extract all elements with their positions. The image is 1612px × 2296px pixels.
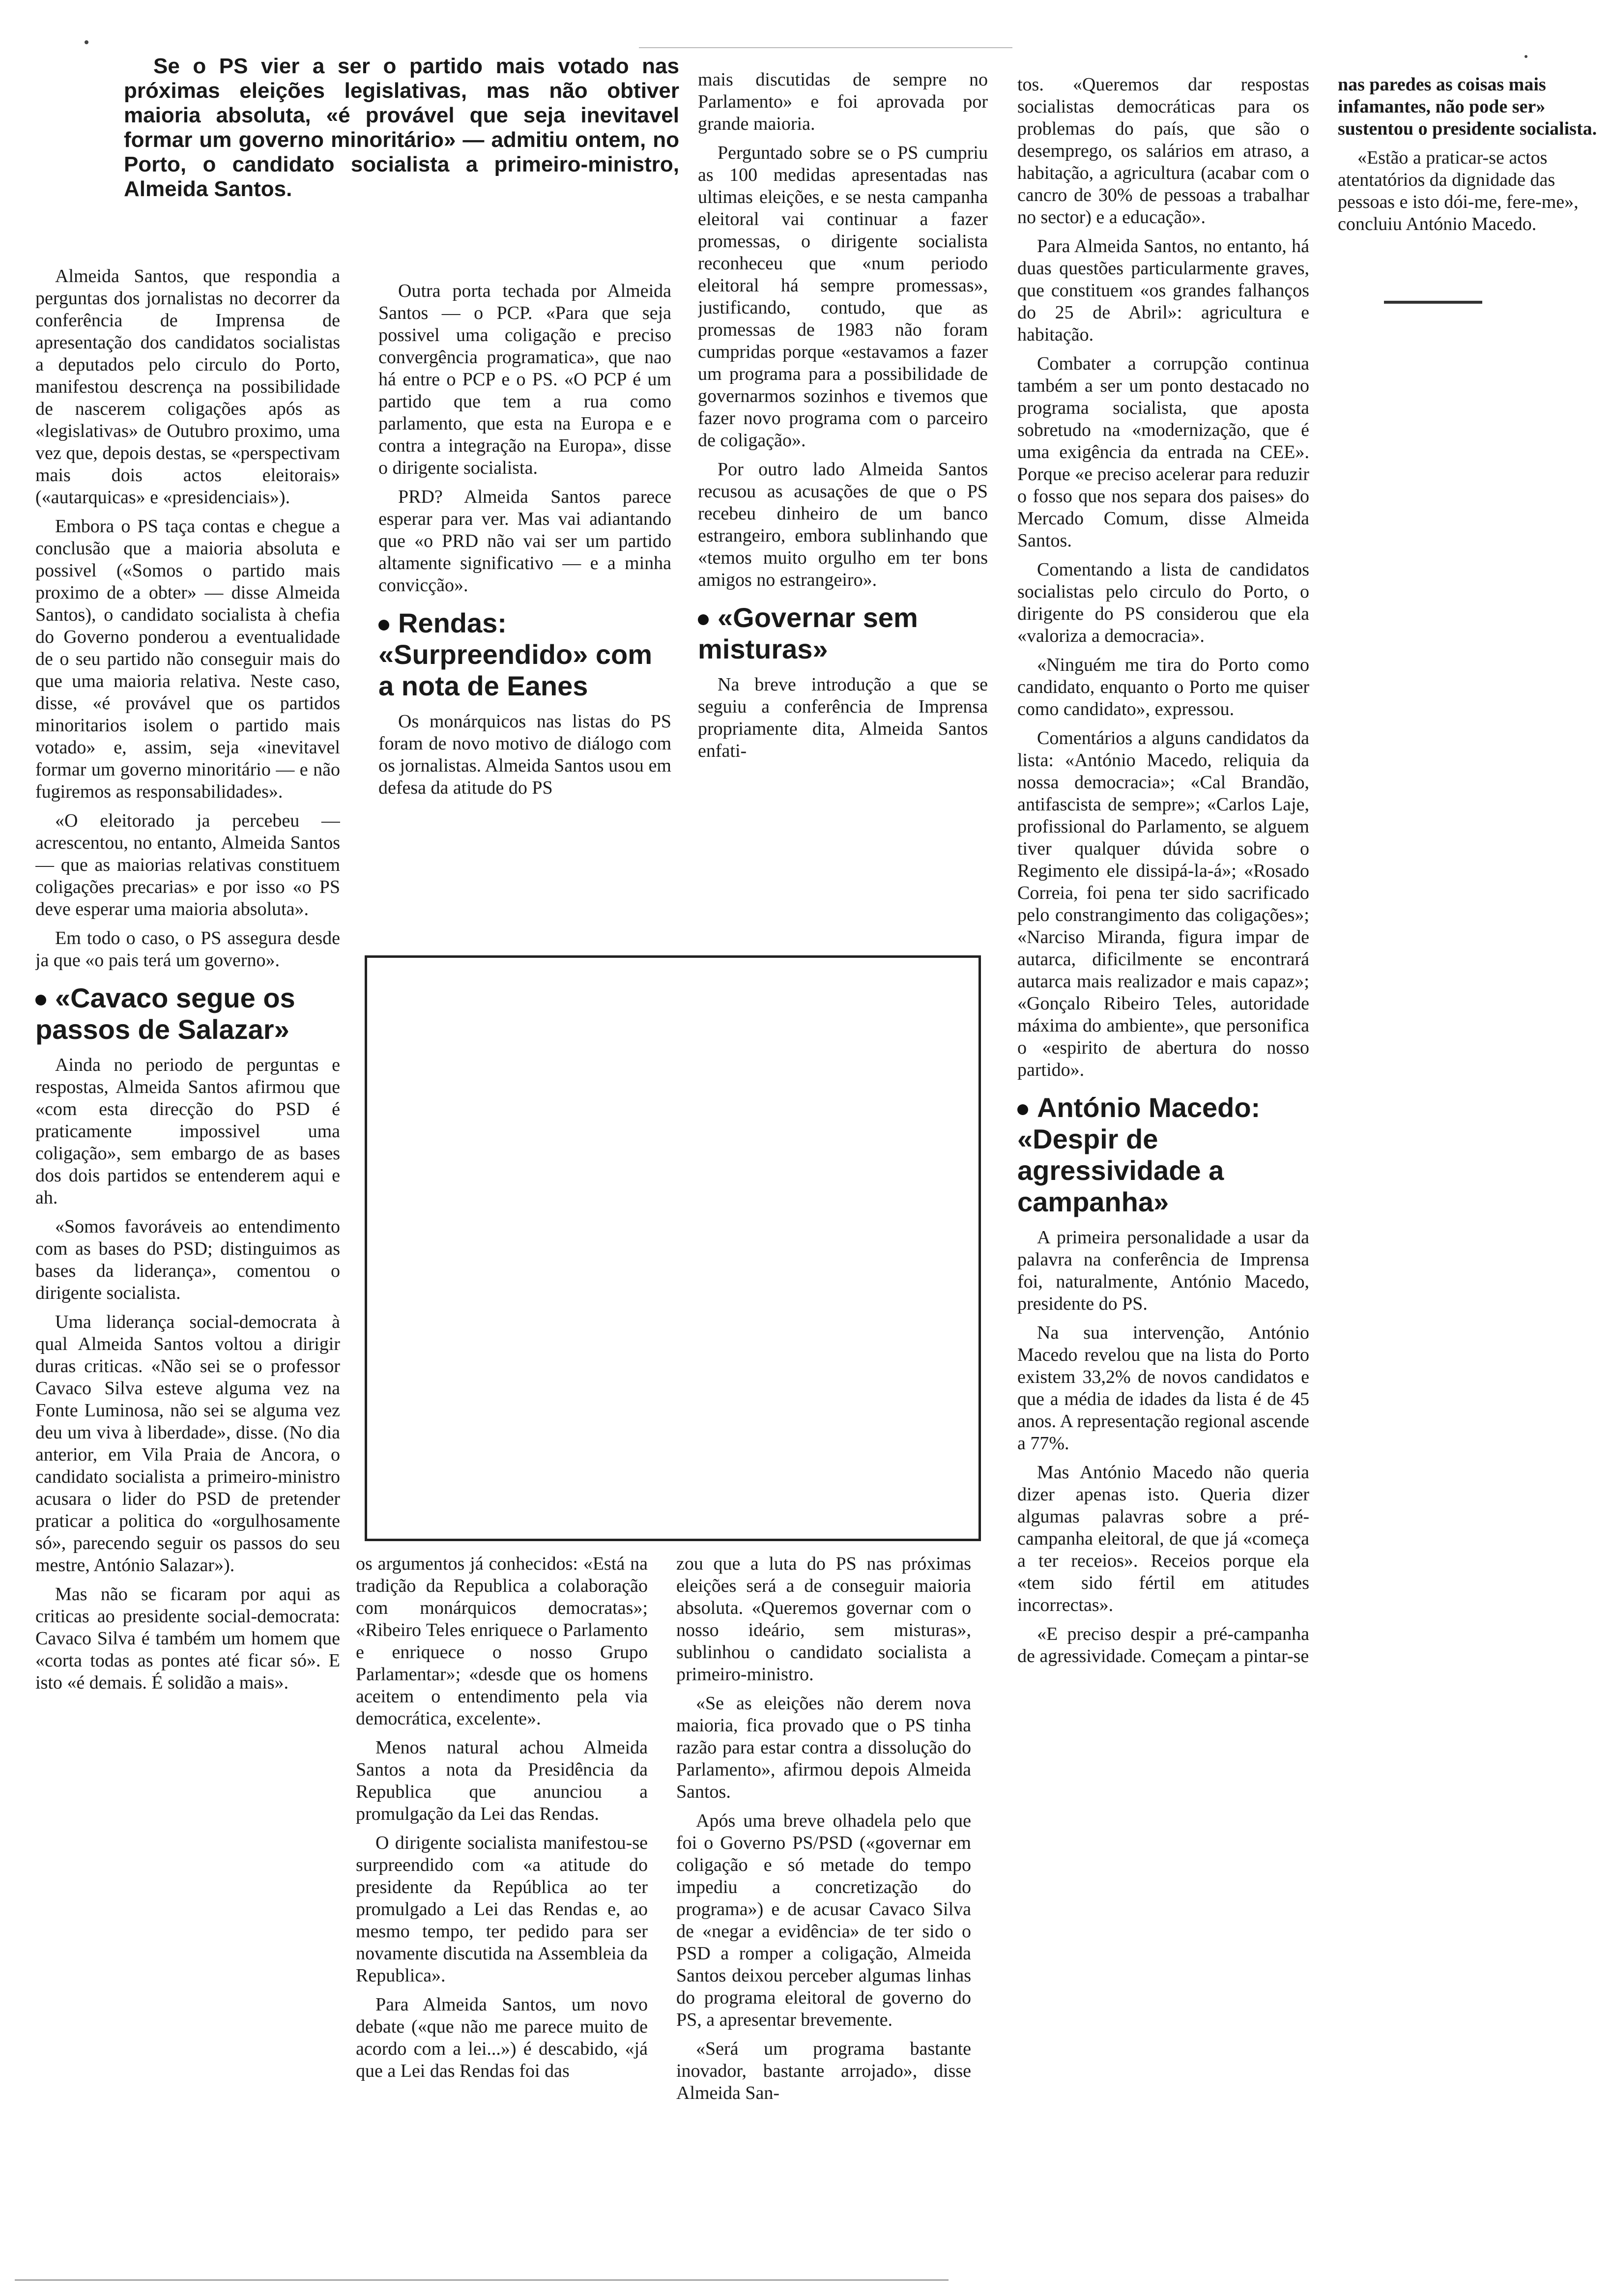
paragraph: Outra porta techada por Almeida Santos — o PCP. «Para que seja possivel uma coligação e preciso convergência programatica», que nao há entre o PCP e o PS. «O PCP é um partido que tem a rua como parlamento, que esta na Europa e e contra a integração na Europa», disse o dirigente socialista. <box>378 281 671 478</box>
column-2-top <box>378 280 671 958</box>
paragraph: A primeira personalidade a usar da palavra na conferência de Imprensa foi, naturalmente, António Macedo, presidente do PS. <box>1017 1227 1309 1314</box>
paragraph: Os monárquicos nas listas do PS foram de novo motivo de diálogo com os jornalistas. Almeida Santos usou em defesa da atitude do PS <box>378 711 671 798</box>
article-lead <box>124 54 679 201</box>
paragraph: «Somos favoráveis ao entendimento com as bases do PSD; distinguimos as bases da liderança», comentou o dirigente socialista. <box>35 1216 340 1303</box>
bullet-icon <box>35 995 46 1005</box>
paragraph: Uma liderança social-democrata à qual Almeida Santos voltou a dirigir duras criticas. «Não sei se o professor Cavaco Silva esteve alguma vez na Fonte Luminosa, não sei se alguma vez deu um viva à liberdade», disse. (No dia anterior, em Vila Praia de Ancora, o candidato socialista a primeiro-ministro acusara o lider do PSD de pretender praticar a politica do «orgulhosamente só», parecendo seguir os passos do seu mestre, António Salazar»). <box>35 1312 340 1576</box>
paragraph: Para Almeida Santos, no entanto, há duas questões particularmente graves, que constituem «os grandes falhanços do 25 de Abril»: agricultura e habitação. <box>1017 236 1309 345</box>
bullet-icon <box>1017 1104 1028 1115</box>
paragraph: Combater a corrupção continua também a ser um ponto destacado no programa socialista, que aposta sobretudo na «modernização, que é uma exigência da entrada na CEE». Porque «e preciso acelerar para reduzir o fosso que nos separa dos paises» do Mercado Comum, disse Almeida Santos. <box>1017 353 1309 551</box>
paragraph: O dirigente socialista manifestou-se surpreendido com «a atitude do presidente da República ao ter promulgado a Lei das Rendas e, ao mesmo tempo, ter pedido para ser novamente discutida na Assembleia da Republica». <box>356 1833 648 1986</box>
paragraph: nas paredes as coisas mais infamantes, não pode ser» sustentou o presidente socialista. <box>1338 74 1597 139</box>
paragraph: Na sua intervenção, António Macedo revelou que na lista do Porto existem 33,2% de novos candidatos e que a média de idades da lista é de 45 anos. A representação regional ascende a 77%. <box>1017 1322 1309 1454</box>
paragraph: «O eleitorado ja percebeu — acrescentou, no entanto, Almeida Santos — que as maiorias relativas constituem coligações precarias» e por isso «o PS deve esperar uma maioria absoluta». <box>35 810 340 919</box>
paragraph: Mas não se ficaram por aqui as criticas ao presidente social-democrata: Cavaco Silva é também um homem que «corta todas as pontes até ficar só». E isto «é demais. É solidão a mais». <box>35 1584 340 1693</box>
paragraph: zou que a luta do PS nas próximas eleições será a de conseguir maioria absoluta. «Queremos governar com o nosso ideário, sem misturas», sublinhou o candidato socialista a primeiro-ministro. <box>676 1553 971 1685</box>
paragraph: Perguntado sobre se o PS cumpriu as 100 medidas apresentadas nas ultimas eleições, e se nesta campanha eleitoral vai continuar a fazer promessas, o dirigente socialista reconheceu que «num periodo eleitoral há sempre promessas», justificando, contudo, que as promessas de 1983 não foram cumpridas porque «estavamos a fazer um programa para a possibilidade de governarmos sozinhos e tivemos que fazer novo programa com o parceiro de coligação». <box>698 143 988 451</box>
paragraph: Após uma breve olhadela pelo que foi o Governo PS/PSD («governar em coligação e só metade do tempo impediu a concretização do programa») e de acusar Cavaco Silva de «negar a evidência» de ter sido o PSD a romper a coligação, Almeida Santos deixou perceber algumas linhas do programa eleitoral de governo do PS, a apresentar brevemente. <box>676 1810 971 2030</box>
paragraph: Almeida Santos, que respondia a perguntas dos jornalistas no decorrer da conferência de Imprensa de apresentação dos candidatos socialistas a deputados pelo circulo do Porto, manifestou descrença na possibilidade de nascerem coligações após as «legislativas» de Outubro proximo, uma vez que, depois destas, se «perspectivam mais dois actos eleitorais» («autarquicas» e «presidenciais»). <box>35 266 340 508</box>
paragraph: PRD? Almeida Santos parece esperar para ver. Mas vai adiantando que «o PRD não vai ser um partido altamente significativo — e a minha convicção». <box>378 487 671 596</box>
paragraph: «E preciso despir a pré-campanha de agressividade. Começam a pintar-se <box>1017 1624 1309 1666</box>
paragraph: Na breve introdução a que se seguiu a conferência de Imprensa propriamente dita, Almeida Santos enfati- <box>698 674 988 761</box>
bottom-scan-line <box>15 2279 949 2281</box>
subheading: «Cavaco segue os passos de Salazar» <box>35 982 295 1045</box>
paragraph: Em todo o caso, o PS assegura desde ja que «o pais terá um governo». <box>35 928 340 971</box>
paragraph: Mas António Macedo não queria dizer apenas isto. Queria dizer algumas palavras sobre a pré-campanha eleitoral, de que já «começa a ter receios». Receios porque ela «tem sido fértil em atitudes incorrectas». <box>1017 1462 1309 1615</box>
subheading: «Governar sem misturas» <box>698 602 918 664</box>
paragraph: «Se as eleições não derem nova maioria, fica provado que o PS tinha razão para estar contra a dissolução do Parlamento», afirmou depois Almeida Santos. <box>676 1693 971 1802</box>
paragraph: «Será um programa bastante inovador, bastante arrojado», disse Almeida San- <box>676 2038 971 2103</box>
photo-frame <box>365 955 981 1541</box>
paragraph: tos. «Queremos dar respostas socialistas democráticas para os problemas do país, que são o desemprego, os salários em atraso, a habitação, a agricultura (acabar com o cancro de 30% de pessoas a trabalhar no sector) e a educação». <box>1017 74 1309 228</box>
paragraph: Comentando a lista de candidatos socialistas pelo circulo do Porto, o dirigente do PS considerou que ela «valoriza a democracia». <box>1017 559 1309 646</box>
subheading: Rendas: «Surpreendido» com a nota de Eanes <box>378 607 653 701</box>
scan-speck <box>1525 55 1527 58</box>
bullet-icon <box>378 620 389 631</box>
column-3-bottom <box>676 1553 971 2261</box>
subheading: António Macedo: «Despir de agressividade a campanha» <box>1017 1092 1261 1217</box>
paragraph: Para Almeida Santos, um novo debate («que não me parece muito de acordo com a lei...») é descabido, «já que a Lei das Rendas foi das <box>356 1994 648 2081</box>
paragraph: Ainda no periodo de perguntas e respostas, Almeida Santos afirmou que «com esta direcção do PSD é praticamente impossivel uma coligação», sem embargo de as bases dos dois partidos se entenderem aqui e ah. <box>35 1055 340 1208</box>
paragraph: «Estão a praticar-se actos atentatórios da dignidade das pessoas e isto dói-me, fere-me», concluiu António Macedo. <box>1338 147 1579 234</box>
paragraph: Menos natural achou Almeida Santos a nota da Presidência da Republica que anunciou a promulgação da Lei das Rendas. <box>356 1737 648 1824</box>
lead-paragraph: Se o PS vier a ser o partido mais votado nas próximas eleições legislativas, mas não obtiver maioria absoluta, «é provável que seja inevitavel formar um governo minoritário» — admitiu ontem, no Porto, o candidato socialista a primeiro-ministro, Almeida Santos. <box>124 54 679 201</box>
bullet-icon <box>698 614 709 625</box>
column-1 <box>35 265 340 2261</box>
scan-speck <box>85 40 88 44</box>
paragraph: mais discutidas de sempre no Parlamento» e foi aprovada por grande maioria. <box>698 69 988 134</box>
paragraph: Comentários a alguns candidatos da lista: «António Macedo, reliquia da nossa democracia»; «Cal Brandão, antifascista de sempre»; «Carlos Laje, profissional do Parlamento, se alguem tiver qualquer dúvida sobre o Regimento ele dissipá-la-á»; «Rosado Correia, foi pena ter sido sacrificado pelo constrangimento das coligações»; «Narciso Miranda, figura impar de autarca, dificilmente se encontrará autarca mais realizador e mais capaz»; «Gonçalo Ribeiro Teles, autoridade máxima do ambiente», que personifica o «espirito de abertura do nosso partido». <box>1017 728 1309 1080</box>
paragraph: Por outro lado Almeida Santos recusou as acusações de que o PS recebeu dinheiro de um banco estrangeiro, embora sublinhando que «temos muito orgulho em ter bons amigos no estrangeiro». <box>698 459 988 590</box>
column-4 <box>1017 74 1309 2261</box>
column-3-top <box>698 69 988 953</box>
paragraph: «Ninguém me tira do Porto como candidato, enquanto o Porto me quiser como candidato», expressou. <box>1017 655 1309 719</box>
column-5 <box>1338 74 1612 305</box>
paragraph: Embora o PS taça contas e chegue a conclusão que a maioria absoluta e possivel («Somos o partido mais proximo de a obter» — disse Almeida Santos), o candidato socialista à chefia do Governo ponderou a eventualidade de o seu partido não conseguir mais do que uma maioria relativa. Neste caso, disse, «é provável que os partidos minoritarios isolem o partido mais votado» e, assim, seja «inevitavel formar um governo minoritário — e não fugiremos as responsabilidades». <box>35 516 340 802</box>
top-scan-line <box>639 47 1012 48</box>
column-2-bottom <box>356 1553 648 2261</box>
paragraph: os argumentos já conhecidos: «Está na tradição da Republica a colaboração com monárquicos democratas»; «Ribeiro Teles enriquece o Parlamento e enriquece o nosso Grupo Parlamentar»; «desde que os homens aceitem o entendimento pela via democrática, excelente». <box>356 1553 648 1729</box>
end-rule <box>1384 301 1482 304</box>
